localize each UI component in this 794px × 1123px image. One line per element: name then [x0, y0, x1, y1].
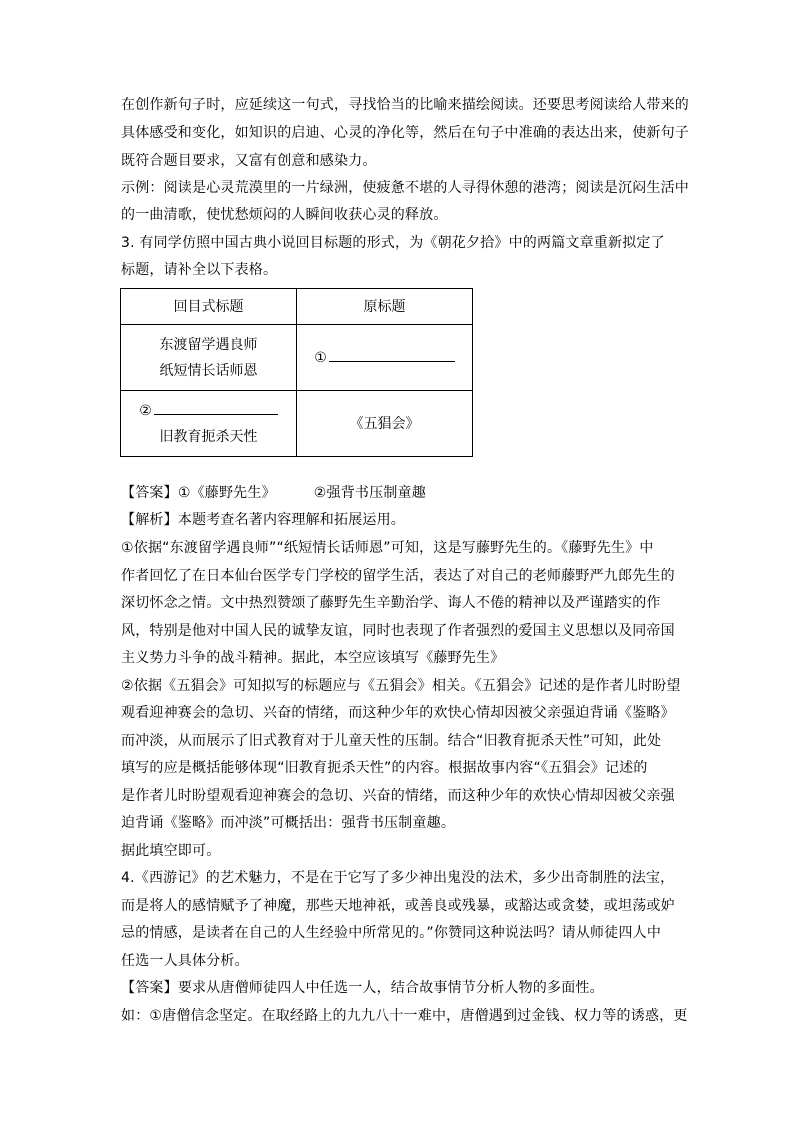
- intro-line-3: 既符合题目要求，又富有创意和感染力。: [121, 153, 377, 169]
- example-line-1: 示例：阅读是心灵荒漠里的一片绿洲，使疲惫不堪的人寻得休憩的港湾；阅读是沉闷生活中: [121, 180, 689, 196]
- chapter-title-line-1: 东渡留学遇良师: [159, 336, 258, 353]
- answer-blank-1: [329, 347, 455, 362]
- analysis-paragraph-line: 是作者儿时盼望观看迎神赛会的急切、兴奋的情绪，而这种少年的欢快心情却因被父亲强: [121, 788, 675, 804]
- analysis-paragraph-line: ②依据《五猖会》可知拟写的标题应与《五猖会》相关。《五猖会》记述的是作者儿时盼望: [121, 678, 681, 694]
- analysis-paragraph-line: 作者回忆了在日本仙台医学专门学校的留学生活，表达了对自己的老师藤野严九郎先生的: [121, 568, 675, 584]
- table-row: [121, 391, 473, 457]
- analysis-line-q3: [121, 510, 405, 530]
- analysis-paragraph-line: 观看迎神赛会的急切、兴奋的情绪，而这种少年的欢快心情却因被父亲强迫背诵《鉴略》: [121, 705, 675, 721]
- chapter-title-line-2: 纸短情长话师恩: [159, 362, 258, 379]
- analysis-tag: 【解析】: [121, 512, 178, 528]
- title-table: [120, 288, 473, 457]
- analysis-paragraph-line: 填写的应是概括能够体现“旧教育扼杀天性”的内容。根据故事内容“《五猖会》记述的: [121, 760, 648, 776]
- table-cell-original-title-2: 《五猖会》: [297, 391, 473, 457]
- table-row: [121, 325, 473, 391]
- blank-line-2: [121, 398, 296, 424]
- blank-marker-1: ①: [314, 349, 327, 366]
- question-4-line-3: 忌的情感，是读者在自己的人生经验中所常见的。”你赞同这种说法吗？请从师徒四人中: [121, 925, 662, 941]
- table-header-chapter-title: 回目式标题: [121, 289, 297, 325]
- answer-tag: 【答案】: [121, 980, 178, 996]
- blank-marker-2: ②: [139, 402, 152, 419]
- table-header-row: [121, 289, 473, 325]
- analysis-paragraph-line: 而冲淡，从而展示了旧式教育对于儿童天性的压制。结合“旧教育扼杀天性”可知，此处: [121, 733, 662, 749]
- analysis-paragraph-line: 迫背诵《鉴略》而冲淡”可概括出：强背书压制童趣。: [121, 815, 456, 831]
- answer-line-q3: [121, 483, 426, 503]
- intro-line-2: 具体感受和变化，如知识的启迪、心灵的净化等，然后在句子中准确的表达出来，使新句子: [121, 125, 689, 141]
- answer-example-line: 如：①唐僧信念坚定。在取经路上的九九八十一难中，唐僧遇到过金钱、权力等的诱惑，更: [121, 1008, 688, 1024]
- intro-line-1: 在创作新句子时，应延续这一句式，寻找恰当的比喻来描绘阅读。还要思考阅读给人带来的: [121, 97, 689, 113]
- chapter-title-line-3: 旧教育扼杀天性: [159, 428, 258, 445]
- table-header-original-title: 原标题: [297, 289, 473, 325]
- answer-1: ①《藤野先生》: [177, 485, 276, 501]
- example-line-2: 的一曲清歌，使忧愁烦闷的人瞬间收获心灵的释放。: [121, 207, 448, 223]
- question-3-line-1: 3. 有同学仿照中国古典小说回目标题的形式，为《朝花夕拾》中的两篇文章重新拟定了: [121, 235, 665, 251]
- answer-blank-2: [154, 400, 278, 415]
- question-4-line-4: 任选一人具体分析。: [121, 953, 249, 969]
- answer-line-q4: [121, 978, 604, 998]
- table-cell-chapter-title-1: [121, 325, 297, 391]
- question-4-line-2: 而是将人的感情赋予了神魔，那些天地神祇，或善良或残暴，或豁达或贪婪，或坦荡或妒: [121, 898, 675, 914]
- table-cell-chapter-title-2: [121, 391, 297, 457]
- analysis-paragraph-line: 据此填空即可。: [121, 843, 221, 859]
- answer-tag: 【答案】: [121, 485, 178, 501]
- analysis-paragraph-line: 主义势力斗争的战斗精神。据此，本空应该填写《藤野先生》: [121, 650, 505, 666]
- analysis-paragraph-line: 风，特别是他对中国人民的诚挚友谊，同时也表现了作者强烈的爱国主义思想以及同帝国: [121, 623, 675, 639]
- answer-text: 要求从唐僧师徒四人中任选一人，结合故事情节分析人物的多面性。: [177, 980, 604, 996]
- answer-2: ②强背书压制童趣: [313, 485, 426, 501]
- analysis-paragraph-line: ①依据“东渡留学遇良师”“纸短情长话师恩”可知，这是写藤野先生的。《藤野先生》中: [121, 540, 654, 556]
- table-cell-blank-1: [297, 325, 473, 391]
- analysis-paragraph-line: 深切怀念之情。文中热烈赞颂了藤野先生辛勤治学、诲人不倦的精神以及严谨踏实的作: [121, 595, 661, 611]
- analysis-head: 本题考查名著内容理解和拓展运用。: [177, 512, 406, 528]
- question-4-line-1: 4.《西游记》的艺术魅力，不是在于它写了多少神出鬼没的法术，多少出奇制胜的法宝，: [121, 870, 675, 886]
- question-3-line-2: 标题，请补全以下表格。: [121, 262, 278, 278]
